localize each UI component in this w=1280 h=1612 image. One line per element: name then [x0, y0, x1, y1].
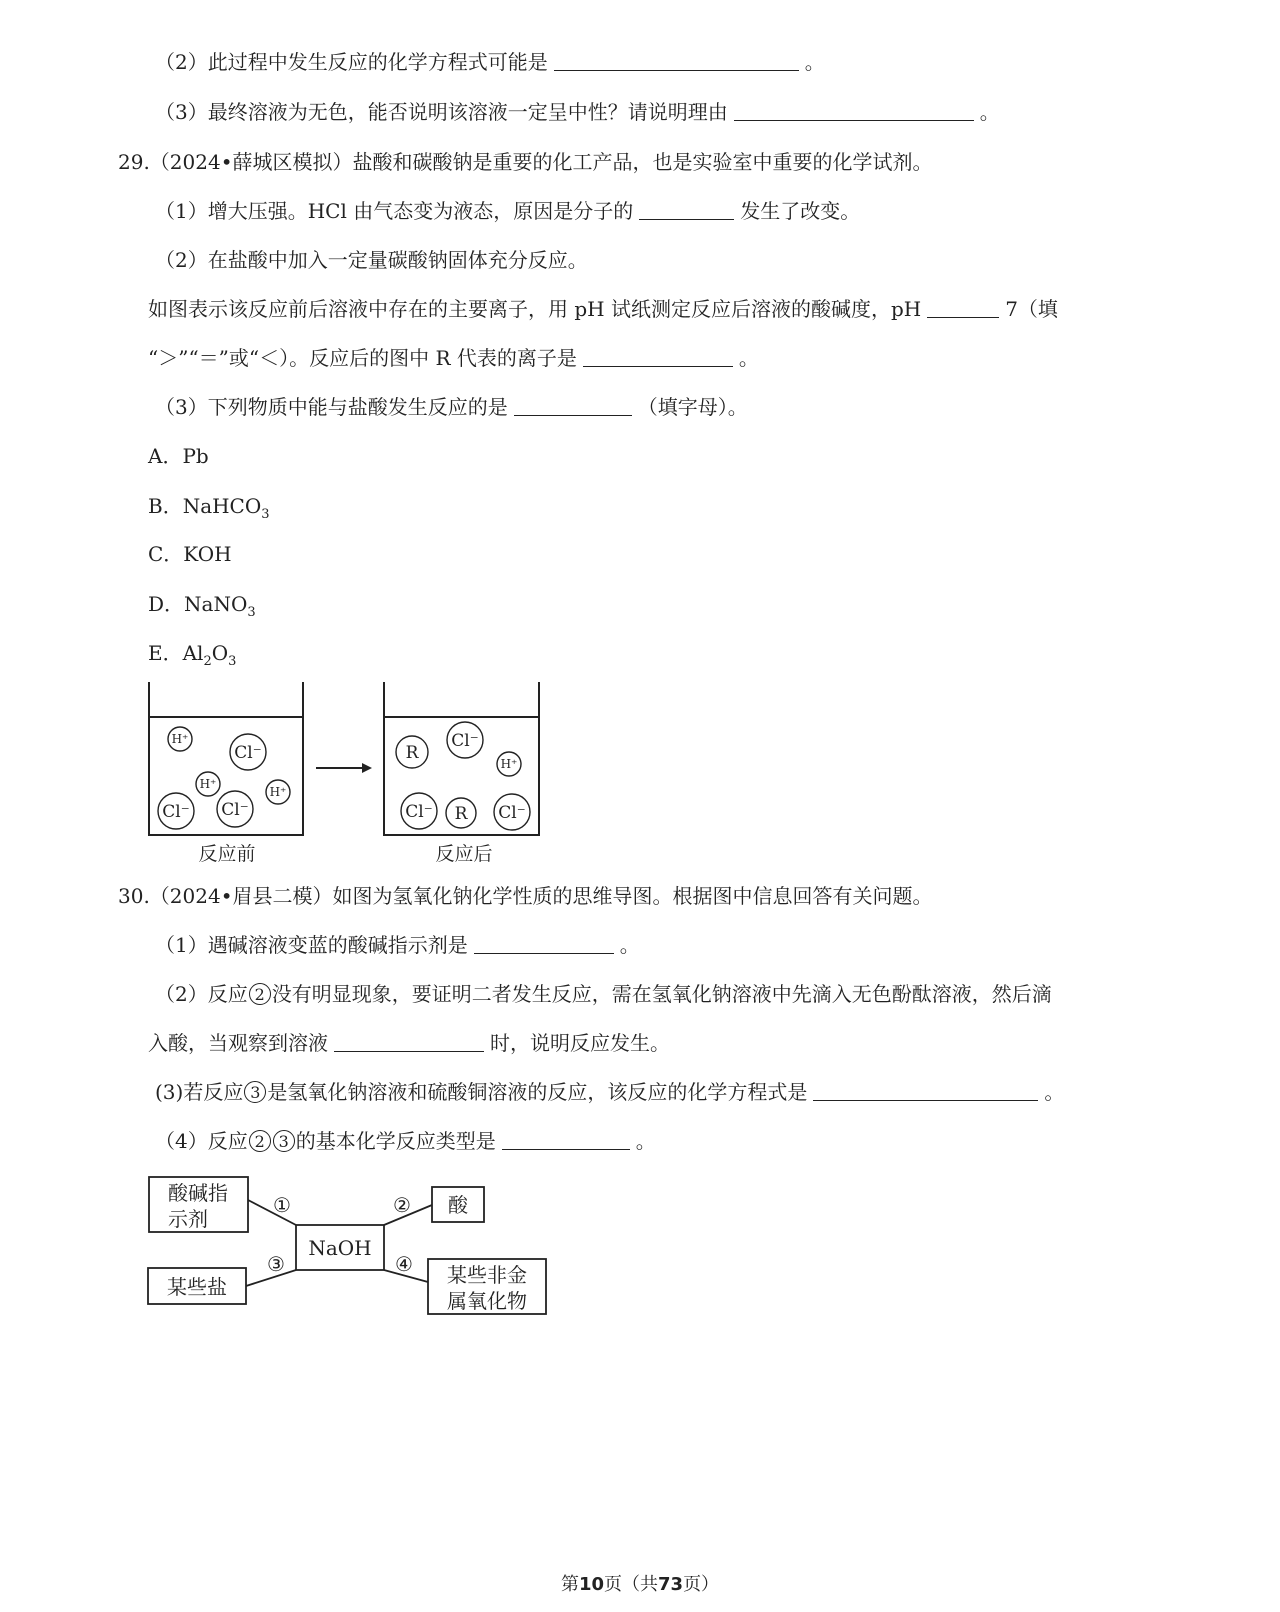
q28-part2: （2）此过程中发生反应的化学方程式可能是 。: [155, 50, 825, 74]
naoh-label: NaOH: [308, 1236, 372, 1260]
acid-label: 酸: [448, 1193, 468, 1217]
option-e: E．$Al_2O_3$: [148, 641, 237, 669]
ion-label: Cl⁻: [405, 802, 433, 822]
oxide-label: 属氧化物: [447, 1289, 527, 1313]
ion-label: Cl⁻: [451, 731, 479, 751]
q30-part4: （4）反应 2 3 的基本化学反应类型是 。: [155, 1129, 656, 1153]
after-label: 反应后: [435, 843, 493, 865]
q29-part2-line2: “＞”“＝”或“＜）。反应后的图中 R 代表的离子是 。: [148, 346, 759, 370]
answer-blank[interactable]: [474, 933, 614, 954]
ion-label: H⁺: [171, 732, 189, 746]
arrow-head: [362, 763, 372, 773]
q30-part3: (3)若反应 3 是氢氧化钠溶液和硫酸铜溶液的反应，该反应的化学方程式是 。: [155, 1080, 1065, 1104]
q28-part3: （3）最终溶液为无色，能否说明该溶液一定呈中性？请说明理由 。: [155, 100, 1000, 124]
answer-blank[interactable]: [813, 1080, 1038, 1101]
q29-part2-line1: 如图表示该反应前后溶液中存在的主要离子，用 pH 试纸测定反应后溶液的酸碱度，pH 7（填: [148, 297, 1058, 321]
ion-label: H⁺: [500, 757, 518, 771]
page-footer: 第10页（共73页）: [560, 1574, 720, 1595]
reaction-number: ④: [395, 1252, 413, 1276]
reaction-number: ③: [267, 1252, 285, 1276]
q29-part3: （3）下列物质中能与盐酸发生反应的是 （填字母）。: [155, 395, 748, 419]
circled-number: 2: [249, 983, 271, 1005]
ion-beaker-figure: [140, 678, 560, 870]
naoh-mind-map: [140, 1170, 560, 1322]
salt-label: 某些盐: [167, 1275, 227, 1299]
option-d: D．NaNO$_3$: [148, 592, 256, 620]
oxide-label: 某些非金: [447, 1263, 527, 1287]
ion-label: H⁺: [199, 777, 217, 791]
circled-number: 3: [244, 1081, 266, 1103]
ion-label: Cl⁻: [498, 803, 526, 823]
q30-part1: （1）遇碱溶液变蓝的酸碱指示剂是 。: [155, 933, 640, 957]
answer-blank[interactable]: [554, 50, 799, 71]
circled-number: 3: [273, 1130, 295, 1152]
answer-blank[interactable]: [927, 297, 999, 318]
page-number: 10: [578, 1574, 604, 1595]
q30-part2-line2: 入酸，当观察到溶液 时，说明反应发生。: [148, 1031, 670, 1055]
indicator-label: 酸碱指: [168, 1181, 228, 1205]
indicator-label: 示剂: [168, 1207, 208, 1231]
option-b: B．NaHCO$_3$: [148, 494, 270, 522]
ion-label: Cl⁻: [221, 800, 249, 820]
answer-blank[interactable]: [502, 1129, 630, 1150]
ion-label: R: [454, 804, 468, 824]
ion-label: R: [405, 743, 419, 763]
q29-stem: 29.（2024•薛城区模拟）盐酸和碳酸钠是重要的化工产品，也是实验室中重要的化学试剂。: [118, 150, 933, 174]
q30-stem: 30.（2024•眉县二模）如图为氢氧化钠化学性质的思维导图。根据图中信息回答有关问题。: [118, 884, 933, 908]
answer-blank[interactable]: [734, 100, 974, 121]
q29-part1: （1）增大压强。HCl 由气态变为液态，原因是分子的 发生了改变。: [155, 199, 861, 223]
before-label: 反应前: [198, 843, 256, 865]
option-c: C．KOH: [148, 542, 232, 566]
circled-number: 2: [249, 1130, 271, 1152]
ion-label: Cl⁻: [162, 802, 190, 822]
q29-part2: （2）在盐酸中加入一定量碳酸钠固体充分反应。: [155, 248, 588, 272]
ion-label: H⁺: [269, 785, 287, 799]
q30-part2: （2）反应 2 没有明显现象，要证明二者发生反应，需在氢氧化钠溶液中先滴入无色酚酞溶液，然后滴: [155, 982, 1052, 1006]
reaction-number: ②: [393, 1193, 411, 1217]
total-pages: 73: [658, 1574, 684, 1595]
answer-blank[interactable]: [334, 1031, 484, 1052]
ion-label: Cl⁻: [234, 743, 262, 763]
answer-blank[interactable]: [639, 199, 734, 220]
answer-blank[interactable]: [583, 346, 733, 367]
reaction-number: ①: [273, 1193, 291, 1217]
option-a: A．Pb: [148, 444, 209, 468]
answer-blank[interactable]: [514, 395, 632, 416]
